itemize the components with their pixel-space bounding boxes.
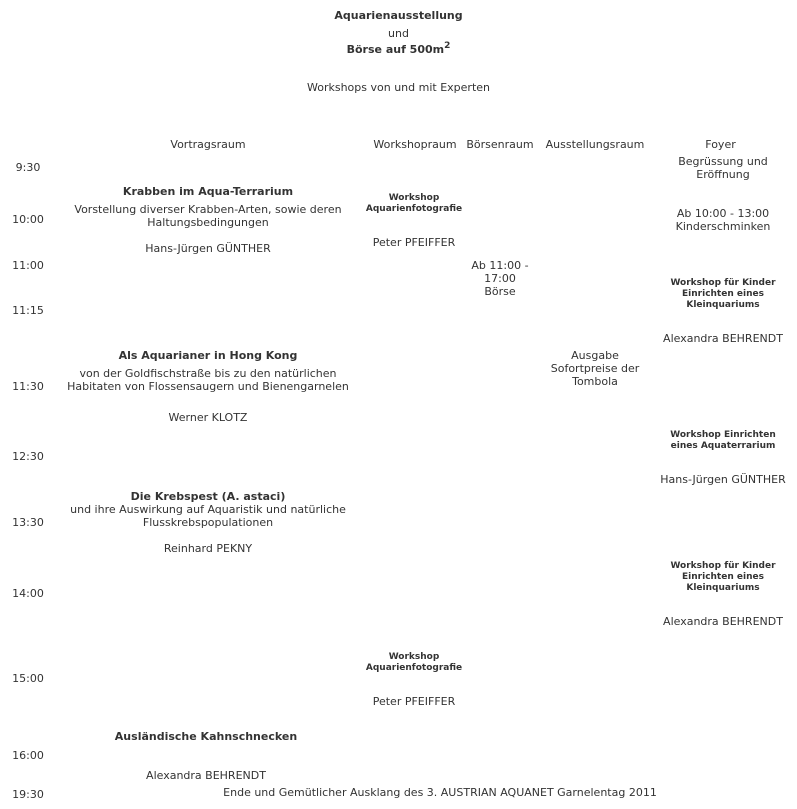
workshop-title: Aquarienfotografie bbox=[365, 663, 463, 673]
tombola-info: Ausgabe bbox=[571, 349, 619, 362]
header-und: und bbox=[388, 27, 409, 40]
workshop-speaker: Peter PFEIFFER bbox=[372, 695, 456, 708]
tombola-info: Tombola bbox=[572, 375, 618, 388]
time-label: 11:15 bbox=[12, 304, 44, 317]
foyer-workshop-title: Kleinquariums bbox=[686, 583, 760, 593]
foyer-workshop-title: eines Aquaterrarium bbox=[670, 441, 776, 451]
talk-description: und ihre Auswirkung auf Aquaristik und natürliche bbox=[70, 503, 346, 516]
workshop-title: Workshop bbox=[388, 193, 440, 203]
subtitle-superscript: 2 bbox=[444, 41, 451, 51]
foyer-workshop-speaker: Hans-Jürgen GÜNTHER bbox=[660, 473, 786, 486]
time-label: 13:30 bbox=[12, 516, 44, 529]
foyer-kinderschminken: Kinderschminken bbox=[675, 220, 771, 233]
workshop-title: Workshop bbox=[388, 652, 440, 662]
foyer-workshop-title: Workshop für Kinder bbox=[670, 561, 776, 571]
time-label: 11:30 bbox=[12, 380, 44, 393]
column-header-vortragsraum: Vortragsraum bbox=[170, 138, 246, 151]
talk-speaker: Reinhard PEKNY bbox=[163, 542, 253, 555]
workshop-title: Aquarienfotografie bbox=[365, 204, 463, 214]
boerse-info: Ab 11:00 - bbox=[471, 259, 529, 272]
foyer-workshop-title: Workshop für Kinder bbox=[670, 278, 776, 288]
talk-description: von der Goldfischstraße bis zu den natürlichen bbox=[79, 367, 337, 380]
talk-description: Haltungsbedingungen bbox=[147, 216, 269, 229]
time-label: 10:00 bbox=[12, 213, 44, 226]
time-label: 19:30 bbox=[12, 788, 44, 801]
talk-title: Ausländische Kahnschnecken bbox=[114, 730, 298, 743]
time-label: 9:30 bbox=[15, 161, 41, 174]
time-label: 11:00 bbox=[12, 259, 44, 272]
subtitle-text: Börse auf 500m bbox=[346, 43, 445, 56]
foyer-workshop-speaker: Alexandra BEHRENDT bbox=[663, 615, 783, 628]
foyer-workshop-title: Einrichten eines bbox=[682, 289, 764, 299]
talk-description: Vorstellung diverser Krabben-Arten, sowie deren bbox=[74, 203, 342, 216]
talk-description: Habitaten von Flossensaugern und Bienengarnelen bbox=[67, 380, 349, 393]
column-header-boersenraum: Börsenraum bbox=[466, 138, 534, 151]
talk-description: Flusskrebspopulationen bbox=[142, 516, 274, 529]
foyer-workshop-title: Kleinquariums bbox=[686, 300, 760, 310]
column-header-ausstellungsraum: Ausstellungsraum bbox=[545, 138, 645, 151]
time-label: 14:00 bbox=[12, 587, 44, 600]
column-header-workshopraum: Workshopraum bbox=[373, 138, 457, 151]
boerse-info: Börse bbox=[484, 285, 516, 298]
talk-title: Krabben im Aqua-Terrarium bbox=[122, 185, 294, 198]
column-header-foyer: Foyer bbox=[705, 138, 736, 151]
tombola-info: Sofortpreise der bbox=[550, 362, 640, 375]
page-subtitle bbox=[0, 43, 797, 56]
foyer-greeting: Eröffnung bbox=[696, 168, 750, 181]
talk-speaker: Werner KLOTZ bbox=[168, 411, 248, 424]
foyer-workshop-speaker: Alexandra BEHRENDT bbox=[663, 332, 783, 345]
talk-speaker: Alexandra BEHRENDT bbox=[146, 769, 266, 782]
page-title: Aquarienausstellung bbox=[334, 9, 463, 22]
boerse-info: 17:00 bbox=[484, 272, 516, 285]
foyer-kinderschminken: Ab 10:00 - 13:00 bbox=[676, 207, 770, 220]
talk-title: Die Krebspest (A. astaci) bbox=[130, 490, 286, 503]
talk-title: Als Aquarianer in Hong Kong bbox=[118, 349, 298, 362]
workshop-speaker: Peter PFEIFFER bbox=[372, 236, 456, 249]
time-label: 16:00 bbox=[12, 749, 44, 762]
tagline: Workshops von und mit Experten bbox=[307, 81, 490, 94]
foyer-workshop-title: Workshop Einrichten bbox=[670, 430, 776, 440]
foyer-workshop-title: Einrichten eines bbox=[682, 572, 764, 582]
foyer-greeting: Begrüssung und bbox=[678, 155, 768, 168]
closing-text: Ende und Gemütlicher Ausklang des 3. AUSTRIAN AQUANET Garnelentag 2011 bbox=[223, 786, 657, 799]
time-label: 12:30 bbox=[12, 450, 44, 463]
talk-speaker: Hans-Jürgen GÜNTHER bbox=[145, 242, 271, 255]
time-label: 15:00 bbox=[12, 672, 44, 685]
